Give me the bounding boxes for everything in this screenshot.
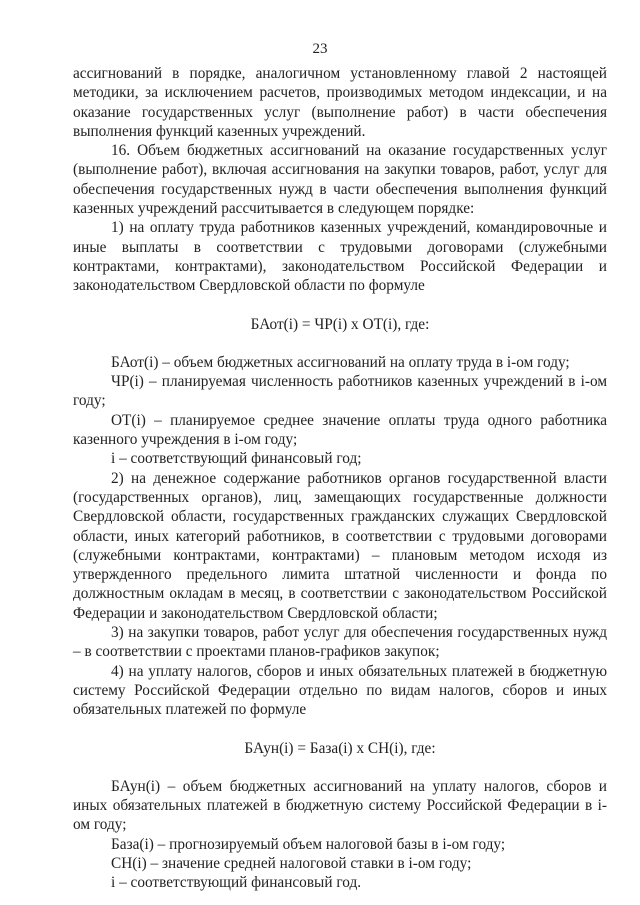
- page-content: [73, 64, 607, 893]
- paragraph-subitem-1: 1) на оплату труда работников казенных учреждений, командировочные и иные выплаты в соответствии с трудовыми договорами (служебными контрактами, контрактами), законодательством Российской Федерации и законодательством Свердловской области по формуле: [73, 219, 607, 295]
- paragraph-continuation: ассигнований в порядке, аналогичном установленному главой 2 настоящей методики, за исключением расчетов, производимых методом индексации, и на оказание государственных услуг (выполнение работ) в части обеспечения выполнения функций казенных учреждений.: [73, 65, 607, 140]
- definition-i-first: i – соответствующий финансовый год;: [111, 450, 362, 468]
- definition-baza: База(i) – прогнозируемый объем налоговой базы в i-ом году;: [111, 835, 506, 853]
- definition-ba-ot: БАот(i) – объем бюджетных ассигнований на оплату труда в i-ом году;: [111, 353, 570, 371]
- definition-ba-un: БАун(i) – объем бюджетных ассигнований на уплату налогов, сборов и иных обязательных платежей в бюджетную систему Российской Федерации в i-ом году;: [73, 777, 607, 834]
- definition-i-second: i – соответствующий финансовый год.: [111, 874, 362, 892]
- paragraph-subitem-2: 2) на денежное содержание работников органов государственной власти (государственных органов), лиц, замещающих государственные должности Свердловской области, государственных гражданских служащих Свердловской области, иных категорий работников, в соответствии с трудовыми договорами (служебными контрактами, контрактами) – плановым методом исходя из утвержденного предельного лимита штатной численности и фонда по должностным окладам в месяц, в соответствии с законодательством Российской Федерации и законодательством Свердловской области;: [73, 469, 607, 622]
- paragraph-item-16: 16. Объем бюджетных ассигнований на оказание государственных услуг (выполнение работ), включая ассигнования на закупки товаров, работ, услуг для обеспечения государственных нужд в части обеспечения выполнения функций казенных учреждений рассчитывается в следующем порядке:: [73, 142, 607, 218]
- paragraph-subitem-3: 3) на закупки товаров, работ услуг для обеспечения государственных нужд – в соответствии с проектами планов-графиков закупок;: [73, 624, 607, 661]
- formula-ba-ot: БАот(i) = ЧР(i) х ОТ(i), где:: [250, 315, 430, 333]
- paragraph-subitem-4: 4) на уплату налогов, сборов и иных обязательных платежей в бюджетную систему Российской Федерации отдельно по видам налогов, сборов и иных обязательных платежей по формуле: [73, 662, 607, 719]
- definition-ot: ОТ(i) – планируемое среднее значение оплаты труда одного работника казенного учреждения в i-ом году;: [73, 411, 607, 449]
- page-number: 23: [312, 41, 328, 57]
- definition-sn: СН(i) – значение средней налоговой ставки в i-ом году;: [111, 854, 472, 872]
- definition-chr: ЧР(i) – планируемая численность работников казенных учреждений в i-ом году;: [73, 373, 607, 410]
- formula-ba-un: БАун(i) = База(i) х СН(i), где:: [244, 739, 436, 757]
